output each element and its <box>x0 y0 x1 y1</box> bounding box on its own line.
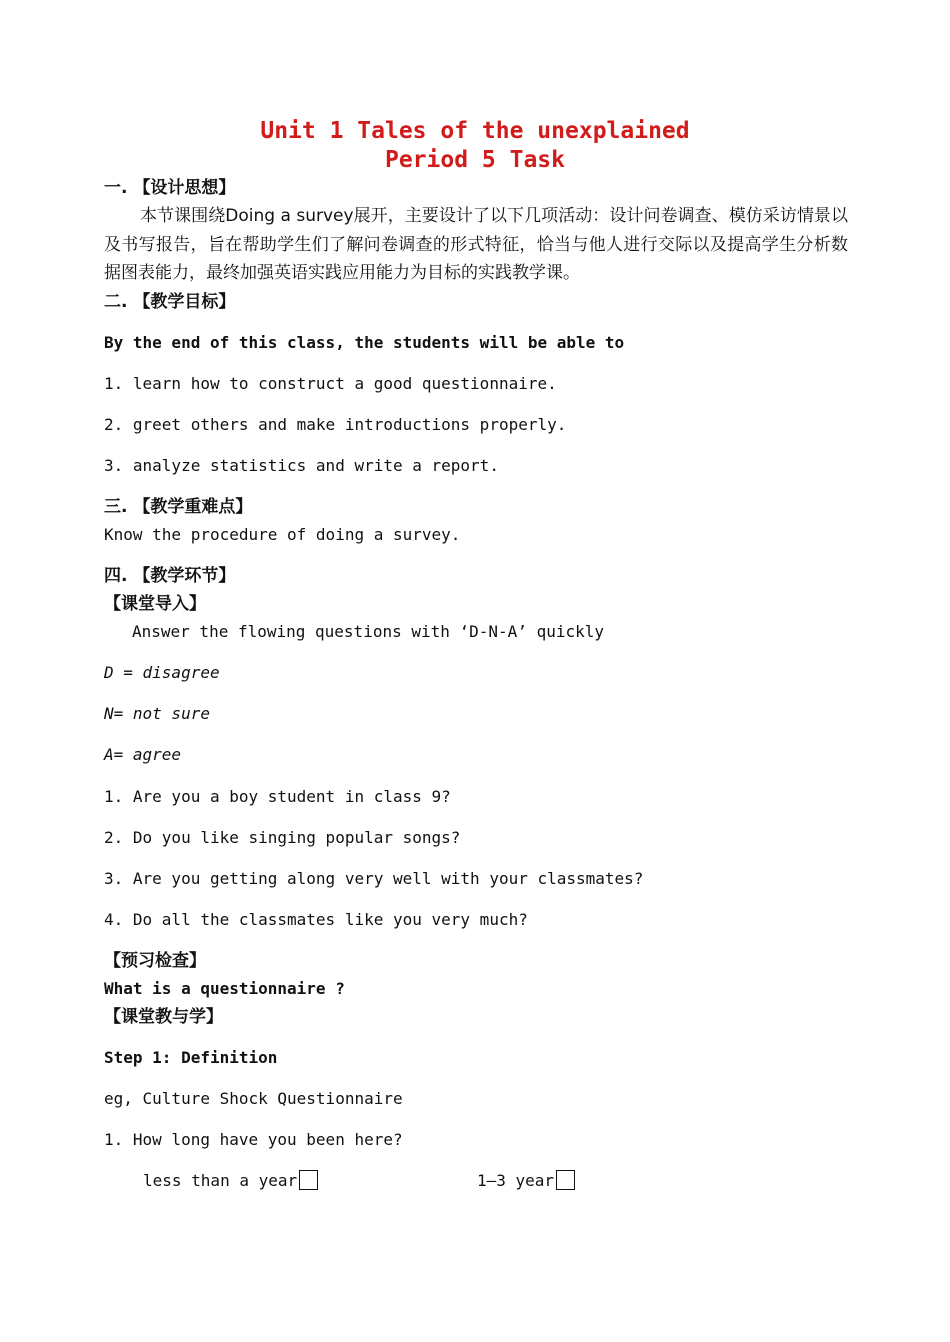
document-title: Unit 1 Tales of the unexplained <box>260 118 690 144</box>
goal-item: 3. analyze statistics and write a report. <box>104 456 499 475</box>
lead-in-question: 3. Are you getting along very well with your classmates? <box>104 869 644 888</box>
answer-checkbox[interactable] <box>299 1170 318 1190</box>
preview-heading: 【预习检查】 <box>104 951 206 971</box>
legend-item: N= not sure <box>104 704 210 723</box>
example-title: eg, Culture Shock Questionnaire <box>104 1089 403 1108</box>
section-heading-design: 一. 【设计思想】 <box>104 178 236 198</box>
lead-in-heading: 【课堂导入】 <box>104 594 206 614</box>
lead-in-question: 2. Do you like singing popular songs? <box>104 828 461 847</box>
section-heading-procedure: 四. 【教学环节】 <box>104 566 236 586</box>
answer-checkbox[interactable] <box>556 1170 575 1190</box>
answer-option-2-label: 1—3 year <box>477 1171 555 1190</box>
document-subtitle: Period 5 Task <box>384 147 565 173</box>
legend-item: A= agree <box>104 745 182 764</box>
preview-question: What is a questionnaire ? <box>104 979 345 998</box>
section-heading-goals: 二. 【教学目标】 <box>104 292 236 312</box>
design-paragraph: 本节课围绕Doing a survey展开，主要设计了以下几项活动：设计问卷调查、模仿采访情景以及书写报告，旨在帮助学生们了解问卷调查的形式特征，恰当与他人进行交际以及提高学生分析数据图表能力，最终加强英语实践应用能力为目标的实践教学课。 <box>104 206 848 283</box>
goal-item: 1. learn how to construct a good questionnaire. <box>104 374 557 393</box>
section-heading-key-points: 三. 【教学重难点】 <box>104 497 253 517</box>
legend-item: D = disagree <box>104 663 220 682</box>
answer-option-2 <box>477 1170 575 1192</box>
goal-item: 2. greet others and make introductions properly. <box>104 415 567 434</box>
questionnaire-question: 1. How long have you been here? <box>104 1130 403 1149</box>
lead-in-question: 4. Do all the classmates like you very much? <box>104 910 528 929</box>
lead-in-question: 1. Are you a boy student in class 9? <box>104 787 451 806</box>
lead-in-instruction: Answer the flowing questions with ‘D-N-A’ quickly <box>132 622 605 641</box>
teaching-heading: 【课堂教与学】 <box>104 1007 223 1027</box>
answer-option-1-label: less than a year <box>143 1171 298 1190</box>
answer-option-1 <box>143 1170 318 1192</box>
key-points-text: Know the procedure of doing a survey. <box>104 525 461 544</box>
step-heading: Step 1: Definition <box>104 1048 278 1067</box>
goals-intro: By the end of this class, the students will be able to <box>104 333 625 352</box>
